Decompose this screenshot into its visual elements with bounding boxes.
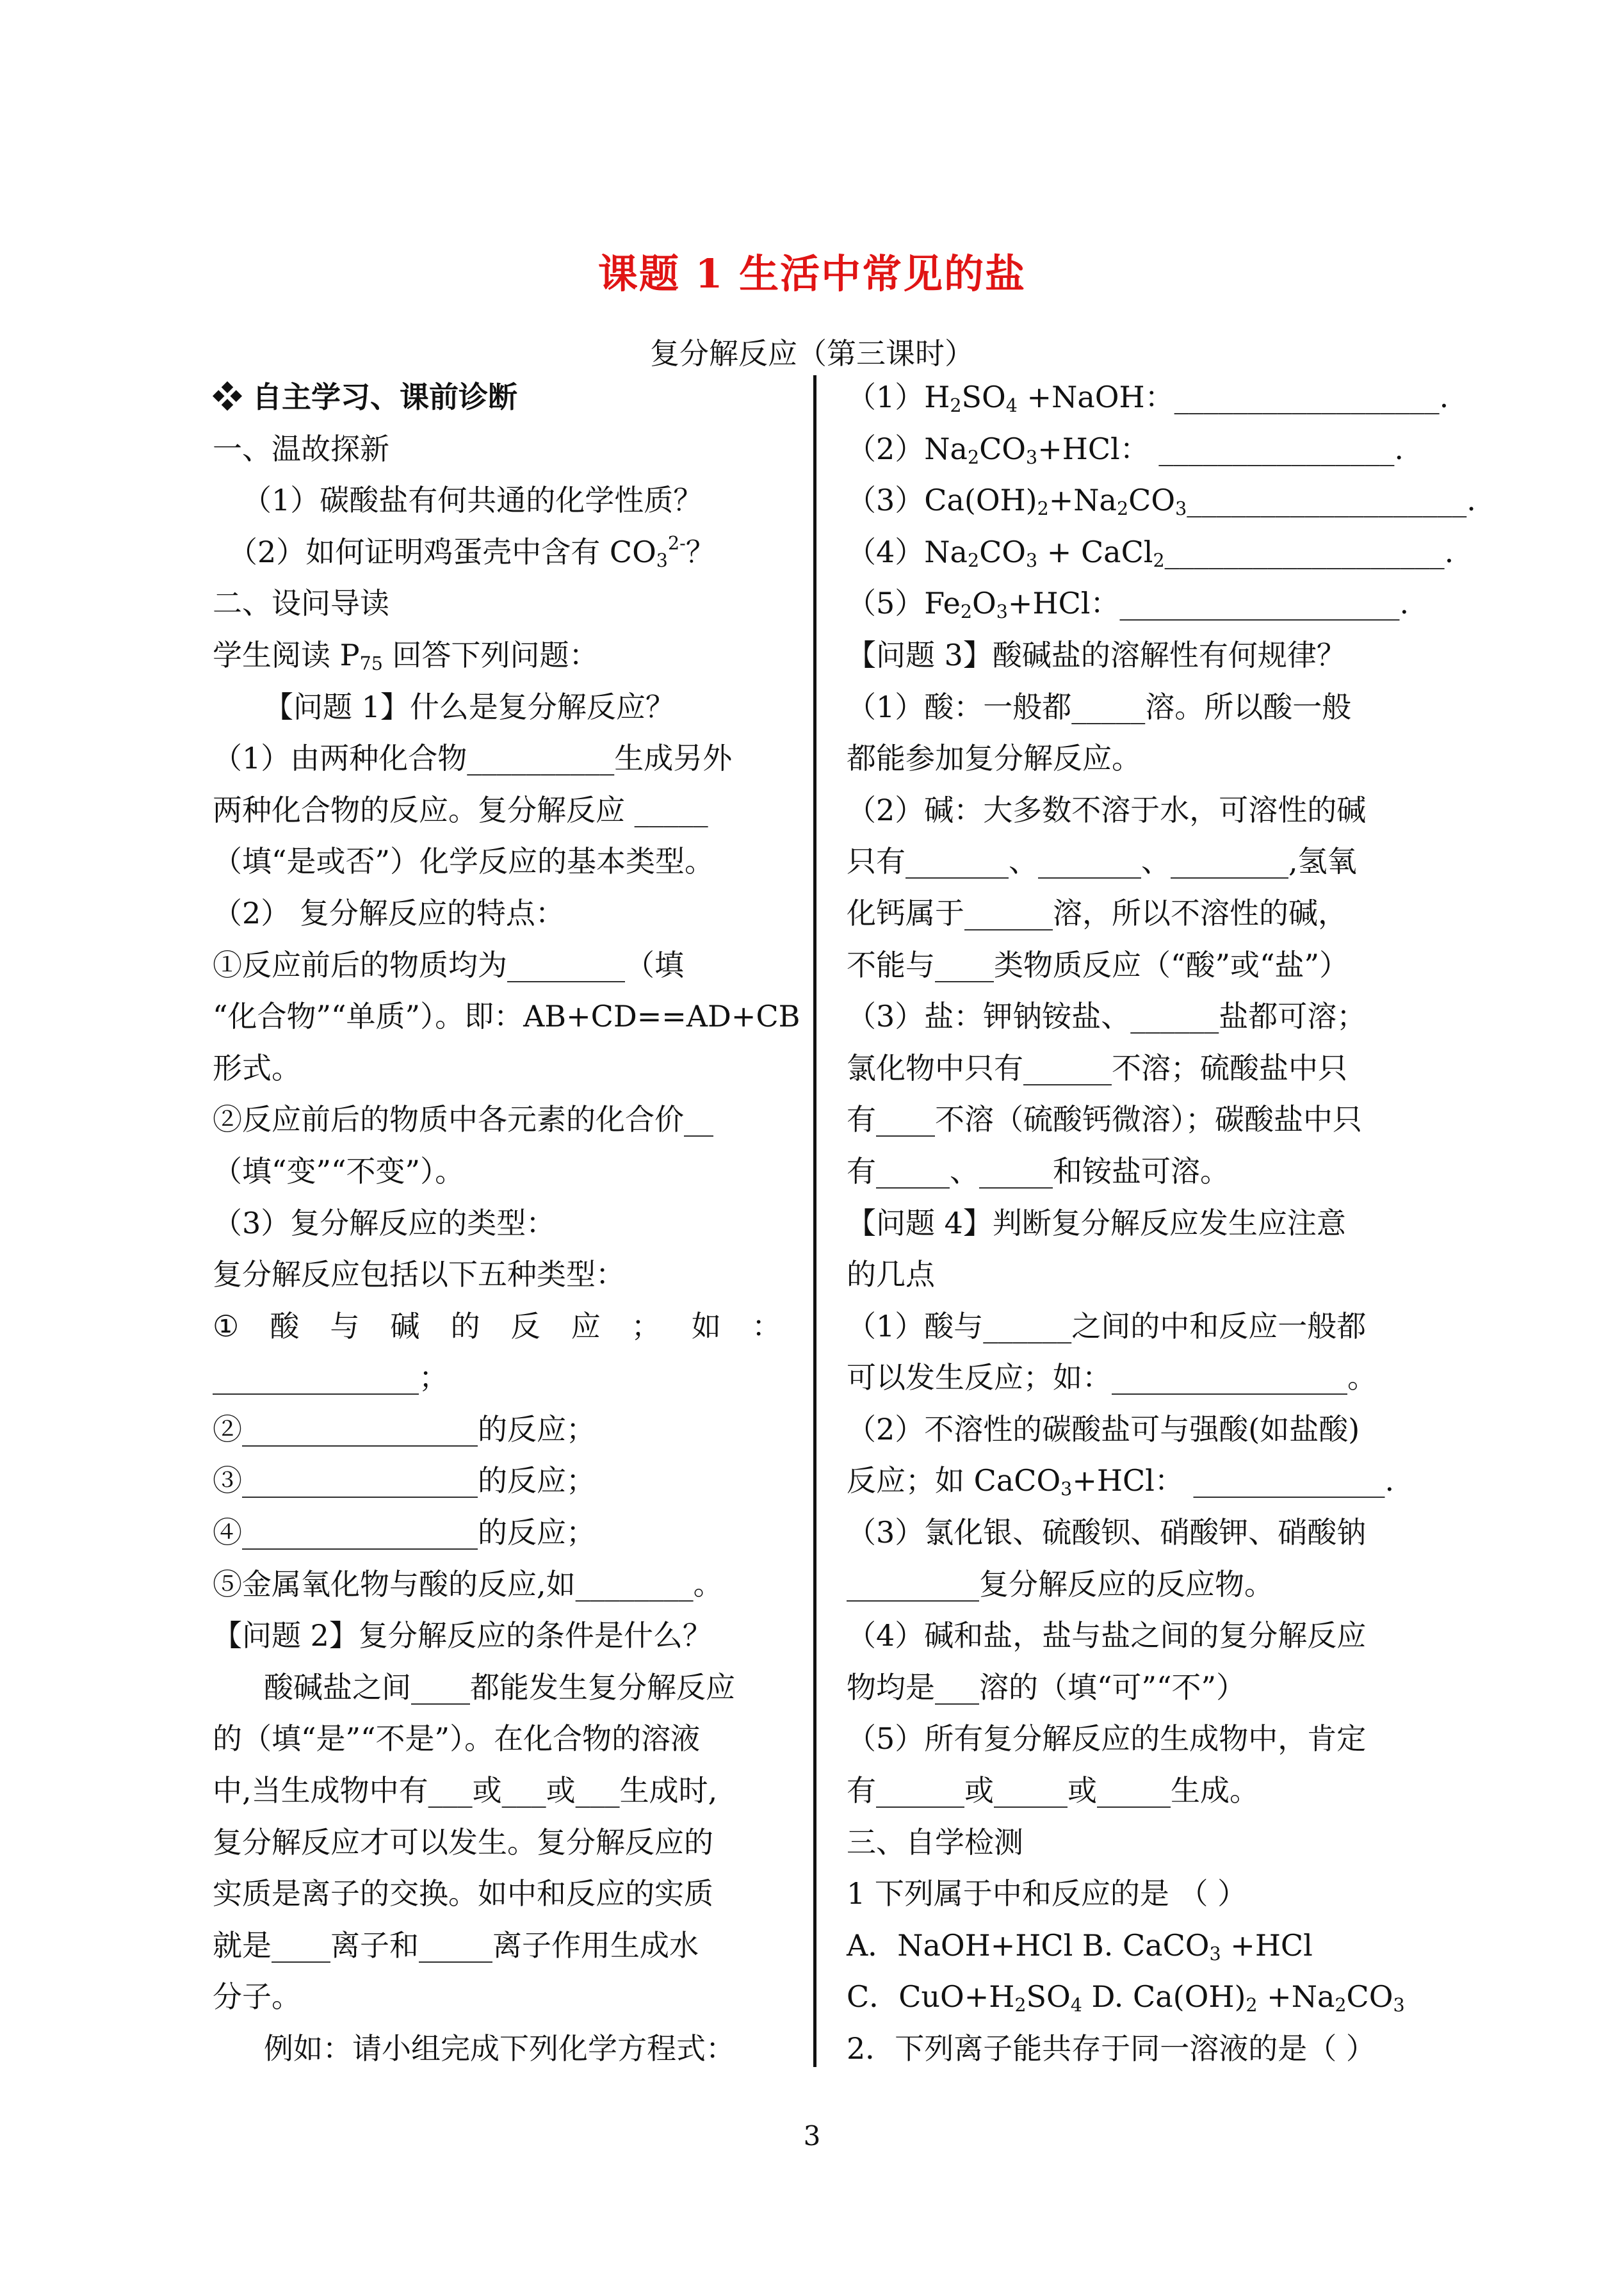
left-line-22: ③________________的反应； — [213, 1463, 596, 1498]
left-line-4: （2）如何证明鸡蛋壳中含有 $CO_3^{2-}$？ — [228, 532, 715, 571]
right-line-27: （5）所有复分解反应的生成物中，肯定 — [847, 1721, 1367, 1756]
left-line-1: ❖ 自主学习、课前诊断 — [213, 380, 518, 414]
right-line-22: 反应；如 CaCO$_3$+HCl： _____________. — [847, 1463, 1395, 1500]
right-line-24: _________复分解反应的反应物。 — [847, 1566, 1274, 1602]
left-line-21: ②________________的反应； — [213, 1411, 596, 1447]
left-line-6: 学生阅读 $P_{75}$ 回答下列问题： — [213, 637, 599, 675]
right-line-13: （3）盐：钾钠铵盐、______盐都可溶； — [847, 999, 1367, 1034]
left-line-32: 分子。 — [213, 1979, 301, 2015]
right-line-6: 【问题 3】酸碱盐的溶解性有何规律？ — [847, 637, 1346, 672]
left-line-20: ______________； — [213, 1360, 448, 1395]
page-number: 3 — [803, 2120, 821, 2152]
right-line-31: A．NaOH+HCl B. CaCO$_3$ +HCl — [847, 1927, 1313, 1965]
right-line-5: $(5)Fe_2O_3+HCl$：___________________. — [847, 586, 1409, 623]
right-line-3: $(3)Ca(OH)_2+Na_2CO_3\_\_\_\_\_\_\_\_\_\_\_\_\_\_\_\_\_\_\_$. — [847, 483, 1476, 520]
right-line-32: C．$CuO+H_2SO_4$ D. $Ca(OH)_2 +Na_2CO_3$ — [847, 1979, 1405, 2016]
left-line-31: 就是____离子和_____离子作用生成水 — [213, 1927, 699, 1963]
column-divider — [813, 375, 816, 2067]
left-line-11: （2） 复分解反应的特点： — [213, 895, 565, 930]
right-line-18: 的几点 — [847, 1257, 935, 1292]
right-line-12: 不能与____类物质反应（“酸”或“盐”） — [847, 947, 1349, 982]
left-line-5: 二、设问导读 — [213, 586, 389, 621]
left-line-12: ①反应前后的物质均为________（填 — [213, 947, 684, 982]
right-line-30: 1 下列属于中和反应的是 （ ） — [847, 1876, 1247, 1911]
right-line-25: （4）碱和盐，盐与盐之间的复分解反应 — [847, 1618, 1367, 1653]
left-line-10: （填“是或否”）化学反应的基本类型。 — [213, 844, 715, 879]
left-line-23: ④________________的反应； — [213, 1515, 596, 1550]
right-line-21: （2）不溶性的碳酸盐可与强酸(如盐酸) — [847, 1411, 1360, 1447]
right-line-4: $(4)Na_2CO_3$ + CaCl$_2$___________________. — [847, 534, 1454, 571]
left-line-13: “化合物”“单质”）。即：AB+CD==AD+CB — [213, 999, 800, 1034]
right-line-33: 2．下列离子能共存于同一溶液的是（ ） — [847, 2031, 1376, 2066]
left-line-30: 实质是离子的交换。如中和反应的实质 — [213, 1876, 713, 1911]
right-line-20: 可以发生反应；如：________________。 — [847, 1360, 1377, 1395]
right-line-9: （2）碱：大多数不溶于水，可溶性的碱 — [847, 792, 1367, 827]
right-line-26: 物均是___溶的（填“可”“不”） — [847, 1669, 1246, 1705]
left-line-26: 酸碱盐之间____都能发生复分解反应 — [264, 1669, 735, 1705]
left-line-2: 一、温故探新 — [213, 431, 389, 466]
left-line-29: 复分解反应才可以发生。复分解反应的 — [213, 1824, 713, 1860]
left-line-15: ②反应前后的物质中各元素的化合价__ — [213, 1102, 713, 1137]
right-line-28: 有______或_____或_____生成。 — [847, 1773, 1259, 1808]
right-column — [847, 371, 1476, 2075]
left-line-25: 【问题 2】复分解反应的条件是什么？ — [213, 1618, 712, 1653]
left-column — [213, 371, 800, 2075]
right-line-19: （1）酸与______之间的中和反应一般都 — [847, 1308, 1367, 1343]
left-line-24: ⑤金属氧化物与酸的反应,如________。 — [213, 1566, 723, 1602]
right-line-23: （3）氯化银、硫酸钡、硝酸钾、硝酸钠 — [847, 1515, 1367, 1550]
right-line-29: 三、自学检测 — [847, 1824, 1023, 1860]
right-line-16: 有_____、_____和铵盐可溶。 — [847, 1153, 1230, 1188]
left-line-14: 形式。 — [213, 1050, 301, 1085]
right-line-2: $(2)Na_2CO_3+HCl$： ________________. — [847, 431, 1404, 468]
left-line-33: 例如：请小组完成下列化学方程式： — [264, 2031, 735, 2066]
page-title: 课题 1 生活中常见的盐 — [597, 250, 1027, 297]
left-line-18: 复分解反应包括以下五种类型： — [213, 1257, 625, 1292]
left-line-16: （填“变”“不变”）。 — [213, 1153, 465, 1188]
right-line-15: 有____不溶（硫酸钙微溶）；碳酸盐中只 — [847, 1102, 1362, 1137]
right-line-10: 只有_______、_______、________,氢氧 — [847, 844, 1357, 879]
right-line-8: 都能参加复分解反应。 — [847, 741, 1141, 776]
left-line-27: 的（填“是”“不是”）。在化合物的溶液 — [213, 1721, 701, 1756]
right-line-11: 化钙属于______溶，所以不溶性的碱， — [847, 895, 1347, 930]
left-line-17: （3）复分解反应的类型： — [213, 1205, 556, 1240]
right-line-17: 【问题 4】判断复分解反应发生应注意 — [847, 1205, 1346, 1240]
left-line-9: 两种化合物的反应。复分解反应 _____ — [213, 792, 708, 827]
left-line-3: （1）碳酸盐有何共通的化学性质？ — [242, 483, 703, 518]
left-line-7: 【问题 1】什么是复分解反应？ — [264, 689, 675, 724]
page-subtitle: 复分解反应（第三课时） — [650, 336, 974, 371]
right-line-14: 氯化物中只有______不溶；硫酸盐中只 — [847, 1050, 1347, 1085]
left-line-19: ① 酸 与 碱 的 反 应 ； 如 ： — [213, 1308, 781, 1343]
left-line-8: （1）由两种化合物__________生成另外 — [213, 741, 733, 776]
left-line-28: 中,当生成物中有___或___或___生成时, — [213, 1773, 718, 1808]
right-line-7: （1）酸：一般都_____溶。所以酸一般 — [847, 689, 1352, 724]
right-line-1: $(1)H_2SO_4$ +NaOH：__________________. — [847, 380, 1449, 417]
